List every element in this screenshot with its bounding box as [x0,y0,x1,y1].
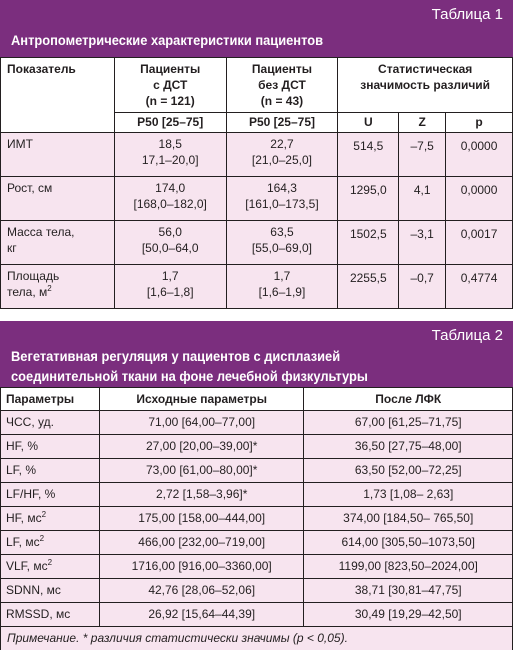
table-row [1,507,513,531]
subheader-u: U [338,113,399,133]
row-name: HF, $мс^2$ [1,507,100,531]
cell-baseline: 42,76 [28,06–52,06] [99,579,304,603]
cell-u: 514,5 [338,133,399,177]
row-name: Рост, см [1,177,115,221]
cell-baseline: 175,00 [158,00–444,00] [99,507,304,531]
row-name: Масса тела, кг [1,221,115,265]
table-row [1,265,513,309]
row-name: Площадь тела, $м^2$ [1,265,115,309]
subheader-no-dst: P50 [25–75] [226,113,338,133]
table-row [1,555,513,579]
subheader-z: Z [399,113,446,133]
table2-block [0,321,513,650]
table1-block [0,0,513,315]
table-row [1,459,513,483]
cell-after: 36,50 [27,75–48,00] [304,435,513,459]
cell-after: 1199,00 [823,50–2024,00] [304,555,513,579]
row-name: LF, $мс^2$ [1,531,100,555]
cell-p: 0,0017 [446,221,513,265]
header-indicator: Показатель [1,58,115,133]
cell-baseline: 466,00 [232,00–719,00] [99,531,304,555]
cell-dst: 56,0 [50,0–64,0 [114,221,226,265]
cell-nodst: 1,7 [1,6–1,9] [226,265,338,309]
cell-after: 30,49 [19,29–42,50] [304,603,513,627]
row-name: ИМТ [1,133,115,177]
table1-label: Таблица 1 [431,6,503,23]
table2-header [0,321,513,387]
cell-after: 38,71 [30,81–47,75] [304,579,513,603]
table1-header [0,0,513,57]
cell-u: 1295,0 [338,177,399,221]
cell-dst: 18,5 17,1–20,0] [114,133,226,177]
cell-baseline: 71,00 [64,00–77,00] [99,411,304,435]
cell-nodst: 22,7 [21,0–25,0] [226,133,338,177]
cell-z: –0,7 [399,265,446,309]
row-name: HF, % [1,435,100,459]
cell-z: –7,5 [399,133,446,177]
cell-after: 374,00 [184,50– 765,50] [304,507,513,531]
table1 [0,57,513,309]
cell-u: 1502,5 [338,221,399,265]
row-name: RMSSD, мс [1,603,100,627]
row-name: VLF, $мс^2$ [1,555,100,579]
table2-label: Таблица 2 [431,327,503,344]
table1-title: Антропометрические характеристики пациентов [11,32,323,48]
header-params: Параметры [1,388,100,411]
table-row [1,603,513,627]
table-row [1,579,513,603]
cell-z: 4,1 [399,177,446,221]
table-row [1,411,513,435]
cell-p: 0,0000 [446,177,513,221]
cell-z: –3,1 [399,221,446,265]
header-group-dst: Пациенты с ДСТ (n = 121) [114,58,226,113]
cell-after: 67,00 [61,25–71,75] [304,411,513,435]
header-baseline: Исходные параметры [99,388,304,411]
cell-baseline: 1716,00 [916,00–3360,00] [99,555,304,579]
cell-p: 0,0000 [446,133,513,177]
subheader-dst: P50 [25–75] [114,113,226,133]
cell-dst: 1,7 [1,6–1,8] [114,265,226,309]
header-group-no-dst: Пациенты без ДСТ (n = 43) [226,58,338,113]
table-row [1,483,513,507]
table2 [0,387,513,627]
cell-baseline: 27,00 [20,00–39,00]* [99,435,304,459]
table-row [1,531,513,555]
table-row [1,133,513,177]
cell-baseline: 73,00 [61,00–80,00]* [99,459,304,483]
table2-note: Примечание. * различия статистически значимы (p < 0,05). [0,627,513,650]
cell-after: 1,73 [1,08– 2,63] [304,483,513,507]
cell-nodst: 164,3 [161,0–173,5] [226,177,338,221]
table-row [1,177,513,221]
cell-dst: 174,0 [168,0–182,0] [114,177,226,221]
table-row [1,435,513,459]
row-name: SDNN, мс [1,579,100,603]
cell-after: 614,00 [305,50–1073,50] [304,531,513,555]
cell-after: 63,50 [52,00–72,25] [304,459,513,483]
row-name: ЧСС, уд. [1,411,100,435]
cell-baseline: 26,92 [15,64–44,39] [99,603,304,627]
cell-nodst: 63,5 [55,0–69,0] [226,221,338,265]
table2-title: Вегетативная регуляция у пациентов с дисплазией соединительной ткани на фоне лечебной физкультуры [11,348,368,384]
row-name: LF/HF, % [1,483,100,507]
subheader-p: p [446,113,513,133]
cell-baseline: 2,72 [1,58–3,96]* [99,483,304,507]
cell-u: 2255,5 [338,265,399,309]
row-name: LF, % [1,459,100,483]
header-stat: Статистическая значимость различий [338,58,513,113]
table-row [1,221,513,265]
header-after: После ЛФК [304,388,513,411]
cell-p: 0,4774 [446,265,513,309]
